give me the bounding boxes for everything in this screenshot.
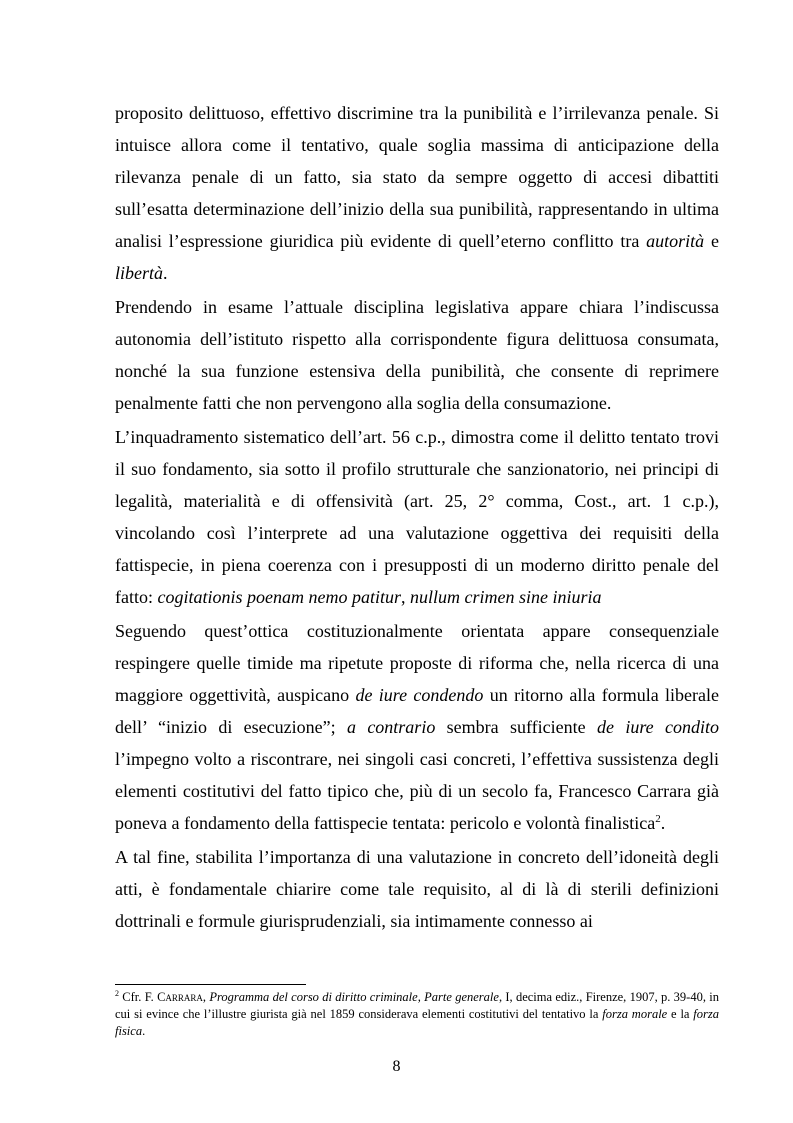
paragraph: [115, 841, 719, 937]
text-run: , I, decima ediz., Firenze, 1907, p. 39-40, in cui si evince che l’illustre giurista già nel 1859 considerava elementi costitutivi del tentativo la: [115, 990, 719, 1021]
text-run: un ritorno alla formula liberale dell’ “inizio di esecuzione”;: [115, 685, 719, 737]
text-run: .: [163, 263, 168, 283]
italic-text: forza fisica: [115, 1007, 719, 1038]
italic-text: cogitationis poenam nemo patitur: [157, 587, 401, 607]
italic-text: de iure condito: [597, 717, 720, 737]
text-run: proposito delittuoso, effettivo discrimine tra la punibilità e l’irrilevanza penale. Si intuisce allora come il tentativo, quale soglia massima di anticipazione della rilevanza penale di un fatto, sia stato da sempre oggetto di accesi dibattiti sull’esatta determinazione dell’inizio della sua punibilità, rappresentando in ultima analisi l’espressione giuridica più evidente di quell’eterno conflitto tra: [115, 103, 719, 251]
text-run: Cfr.: [119, 990, 145, 1004]
footnote: [115, 989, 719, 1040]
italic-text: libertà: [115, 263, 163, 283]
paragraph: [115, 97, 719, 289]
text-run: l’impegno volto a riscontrare, nei singoli casi concreti, l’effettiva sussistenza degli elementi costitutivi del fatto tipico che, più di un secolo fa, Francesco Carrara già poneva a fondamento della fattispecie tentata: pericolo e volontà finalistica: [115, 749, 719, 833]
italic-text: Programma del corso di diritto criminale, Parte generale: [209, 990, 499, 1004]
paragraph: [115, 291, 719, 419]
italic-text: de iure condendo: [355, 685, 484, 705]
italic-text: autorità: [646, 231, 705, 251]
footnote-reference: 2: [115, 988, 119, 998]
footnote-separator: [115, 984, 306, 985]
text-run: .: [142, 1024, 146, 1038]
text-run: Seguendo quest’ottica costituzionalmente orientata appare consequenziale respingere quelle timide ma ripetute proposte di riforma che, nella ricerca di una maggiore oggettività, auspicano: [115, 621, 719, 705]
paragraph: [115, 421, 719, 613]
text-run: Prendendo in esame l’attuale disciplina legislativa appare chiara l’indiscussa autonomia dell’istituto rispetto alla corrispondente figura delittuosa consumata, nonché la sua funzione estensiva della punibilità, che consente di reprimere penalmente fatti che non pervengono alla soglia della consumazione.: [115, 297, 719, 413]
text-run: e la: [667, 1007, 694, 1021]
text-run: A tal fine, stabilita l’importanza di una valutazione in concreto dell’idoneità degli atti, è fondamentale chiarire come tale requisito, al di là di sterili definizioni dottrinali e formule giurisprudenziali, sia intimamente connesso ai: [115, 847, 719, 931]
page-number: 8: [392, 1058, 401, 1075]
text-run: ,: [202, 990, 210, 1004]
author-name: F. Carrara: [144, 990, 203, 1004]
text-run: e: [704, 231, 719, 251]
text-run: ,: [400, 587, 410, 607]
text-run: .: [660, 813, 666, 833]
body-text: [115, 97, 719, 937]
italic-text: a contrario: [346, 717, 436, 737]
text-run: L’inquadramento sistematico dell’art. 56 c.p., dimostra come il delitto tentato trovi il suo fondamento, sia sotto il profilo strutturale che sanzionatorio, nei principi di legalità, materialità e di offensività (art. 25, 2° comma, Cost., art. 1 c.p.), vincolando così l’interprete ad una valutazione oggettiva dei requisiti della fattispecie, in piena coerenza con i presupposti di un moderno diritto penale del fatto:: [115, 427, 719, 607]
paragraph: [115, 615, 719, 839]
footnote-reference: 2: [655, 813, 661, 825]
italic-text: forza morale: [602, 1007, 668, 1021]
italic-text: nullum crimen sine iniuria: [409, 587, 602, 607]
text-run: sembra sufficiente: [435, 717, 597, 737]
